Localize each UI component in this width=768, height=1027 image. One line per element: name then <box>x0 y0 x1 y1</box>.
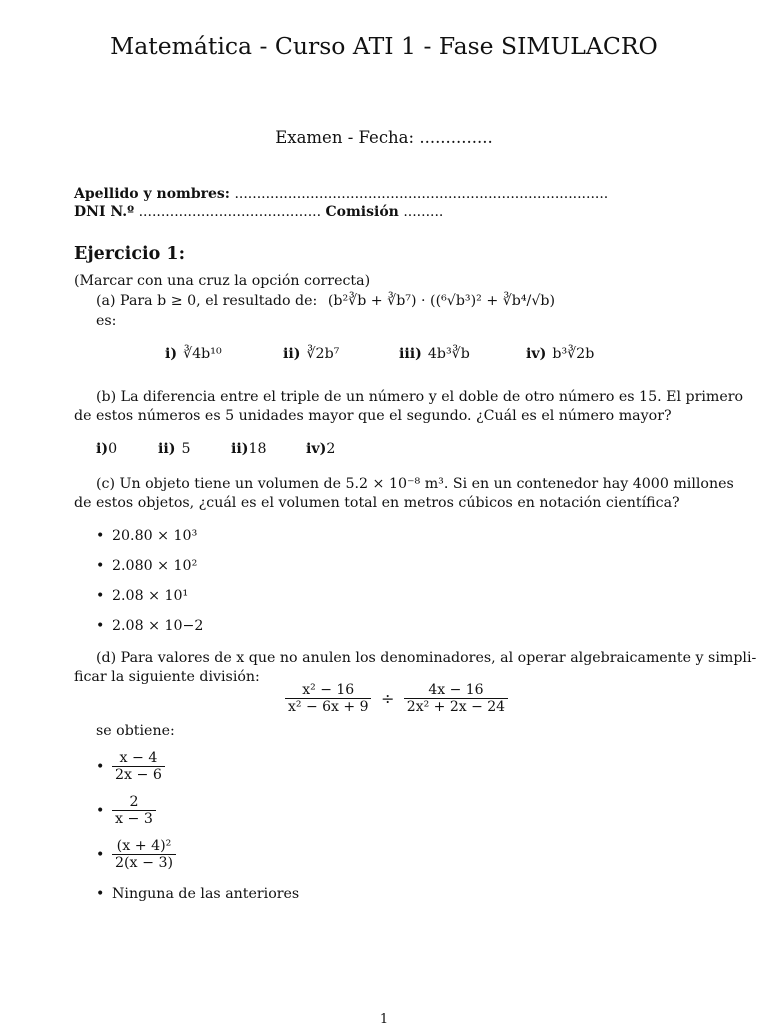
question-a-suffix: es: <box>96 313 117 329</box>
bullet-icon: • <box>96 886 105 902</box>
question-a-prefix: (a) Para b ≥ 0, el resultado de: <box>96 293 318 309</box>
option-a-iii[interactable] <box>399 346 470 362</box>
division-expression <box>285 682 508 715</box>
question-b-line2: de estos números es 5 unidades mayor que el segundo. ¿Cuál es el número mayor? <box>74 408 672 424</box>
question-c-line2: de estos objetos, ¿cuál es el volumen total en metros cúbicos en notación científica? <box>74 495 680 511</box>
fraction-1 <box>285 682 371 715</box>
fraction-2 <box>404 682 508 715</box>
option-d-3[interactable] <box>96 838 176 871</box>
option-label: ii) <box>231 441 249 457</box>
option-value: 0 <box>108 441 118 457</box>
option-d-4[interactable] <box>96 886 299 902</box>
comision-dots: ......... <box>403 204 444 220</box>
question-c-line1: (c) Un objeto tiene un volumen de 5.2 × 10⁻⁸ m³. Si en un contenedor hay 4000 millones <box>96 476 734 492</box>
option-b-iv[interactable] <box>306 441 335 457</box>
question-d-line2: ficar la siguiente división: <box>74 669 260 685</box>
option-d-1[interactable] <box>96 750 165 783</box>
exercise-heading: Ejercicio 1: <box>74 244 186 264</box>
option-label: iii) <box>399 346 422 362</box>
option-label: i) <box>96 441 109 457</box>
page-number: 1 <box>379 1012 389 1027</box>
fraction-denominator: x − 3 <box>112 810 156 827</box>
option-fraction <box>112 794 156 827</box>
comision-label: Comisión <box>325 204 399 220</box>
option-value: 2 <box>326 441 336 457</box>
option-b-ii[interactable] <box>158 441 191 457</box>
option-label: iv) <box>526 346 547 362</box>
bullet-icon: • <box>96 618 105 634</box>
option-value: b³∛2b <box>552 346 595 362</box>
fraction-numerator: 2 <box>129 794 139 810</box>
option-label: i) <box>165 346 178 362</box>
option-value: ∛4b¹⁰ <box>183 346 222 362</box>
option-b-iii[interactable] <box>231 441 267 457</box>
question-b-line1: (b) La diferencia entre el triple de un número y el doble de otro número es 15. El primero <box>96 389 744 405</box>
fraction-denominator: 2(x − 3) <box>112 854 176 871</box>
option-value: 2.080 × 10² <box>112 558 198 574</box>
exam-date-line: Examen - Fecha: .............. <box>275 128 493 147</box>
fraction-denominator: x² − 6x + 9 <box>285 698 371 715</box>
fraction-numerator: x² − 16 <box>302 682 355 698</box>
option-value: 2.08 × 10¹ <box>112 588 189 604</box>
dni-line <box>74 204 443 220</box>
page-title: Matemática - Curso ATI 1 - Fase SIMULACRO <box>110 32 658 60</box>
option-value: ∛2b⁷ <box>306 346 340 362</box>
name-dots: .................................................................................... <box>234 186 609 202</box>
bullet-icon: • <box>96 846 105 863</box>
name-label: Apellido y nombres: <box>74 186 230 202</box>
fraction-numerator: x − 4 <box>119 750 158 766</box>
option-value: 5 <box>181 441 191 457</box>
question-d-line1: (d) Para valores de x que no anulen los denominadores, al operar algebraicamente y simpli- <box>96 650 757 666</box>
bullet-icon: • <box>96 588 105 604</box>
bullet-icon: • <box>96 802 105 819</box>
dni-dots: ......................................... <box>138 204 322 220</box>
option-c-1[interactable] <box>96 528 197 544</box>
option-value: Ninguna de las anteriores <box>112 886 300 902</box>
option-b-i[interactable] <box>96 441 117 457</box>
bullet-icon: • <box>96 558 105 574</box>
dni-label: DNI N.º <box>74 204 135 220</box>
option-label: ii) <box>158 441 176 457</box>
option-c-3[interactable] <box>96 588 188 604</box>
option-fraction <box>112 750 165 783</box>
division-operator: ÷ <box>380 689 395 708</box>
option-d-2[interactable] <box>96 794 156 827</box>
option-label: ii) <box>283 346 301 362</box>
option-value: 20.80 × 10³ <box>112 528 198 544</box>
option-value: 4b³∛b <box>427 346 470 362</box>
option-value: 18 <box>248 441 267 457</box>
bullet-icon: • <box>96 528 105 544</box>
option-a-i[interactable] <box>165 346 222 362</box>
fraction-numerator: 4x − 16 <box>428 682 484 698</box>
option-label: iv) <box>306 441 327 457</box>
exercise-instruction: (Marcar con una cruz la opción correcta) <box>74 273 371 289</box>
option-value: 2.08 × 10−2 <box>112 618 204 634</box>
option-a-ii[interactable] <box>283 346 339 362</box>
question-a-expression: (b²∛b + ∛b⁷) · ((⁶√b³)² + ∛b⁴/√b) <box>327 293 555 309</box>
fraction-numerator: (x + 4)² <box>116 838 172 854</box>
fraction-denominator: 2x² + 2x − 24 <box>404 698 508 715</box>
fraction-denominator: 2x − 6 <box>112 766 165 783</box>
option-a-iv[interactable] <box>526 346 594 362</box>
option-c-4[interactable] <box>96 618 203 634</box>
option-fraction <box>112 838 176 871</box>
name-line <box>74 186 608 202</box>
question-d-result-label: se obtiene: <box>96 723 175 739</box>
bullet-icon: • <box>96 758 105 775</box>
option-c-2[interactable] <box>96 558 197 574</box>
question-a-line <box>96 293 555 309</box>
